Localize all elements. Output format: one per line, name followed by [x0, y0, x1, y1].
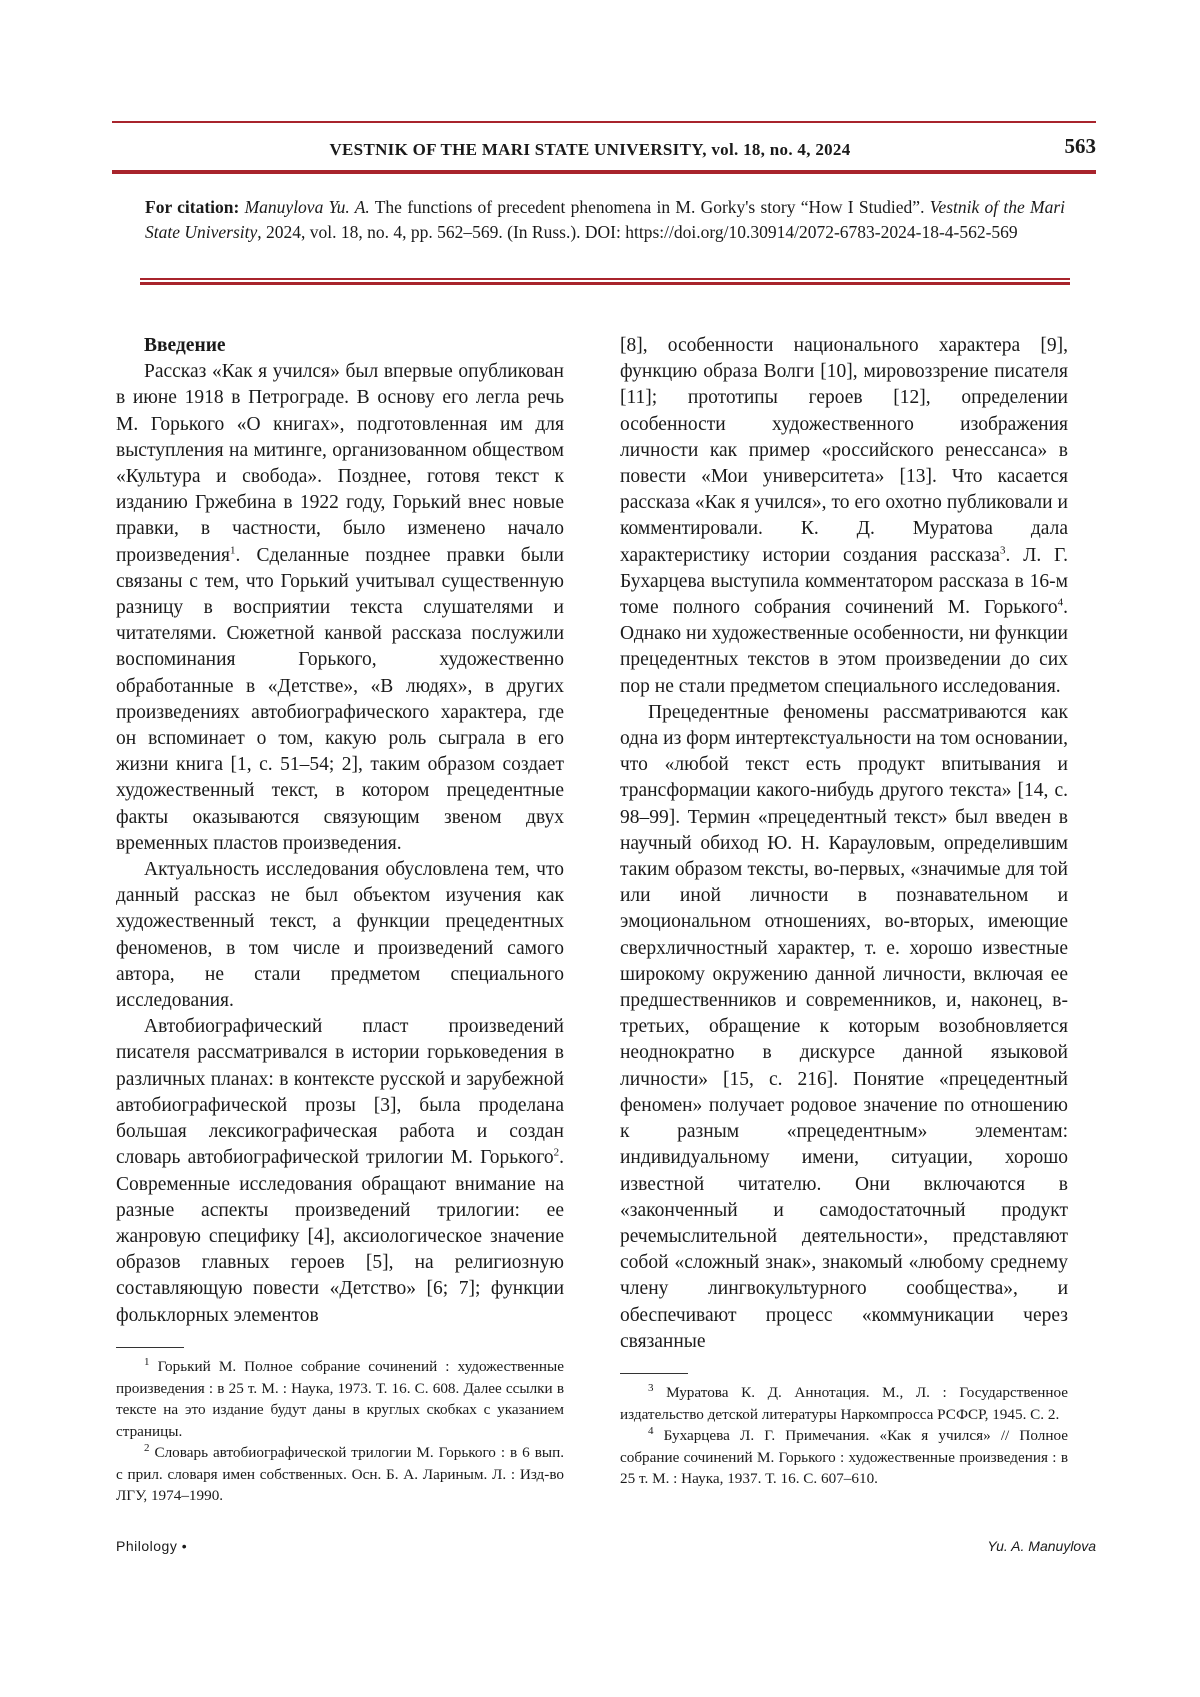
section-heading: Введение — [144, 335, 226, 356]
footnote-text: Горький М. Полное собрание сочинений : художественные произведения : в 25 т. М. : Наука, 1973. Т. 16. С. 608. Далее ссылки в тексте на это издание будут даны в круглых скобках с указанием страницы. — [116, 1358, 564, 1440]
citation-label: For citation: — [145, 197, 240, 217]
footer-author: Yu. A. Manuylova — [987, 1538, 1096, 1554]
paragraph-text: . Л. Г. Бухарцева выступила комментатором рассказа в 16-м томе полного собрания сочинений М. Горького — [620, 544, 1068, 619]
footer-section: Philology • — [116, 1538, 188, 1554]
footnote-3 — [620, 1382, 1068, 1425]
citation-rule-thick — [140, 282, 1070, 285]
paragraph-text: . Однако ни художественные особенности, ни функции прецедентных текстов в этом произведении до сих пор не стали предметом специального исследования. — [620, 597, 1068, 697]
paragraph-text: [8], особенности национального характера [9], функцию образа Волги [10], мировоззрение писателя [11]; прототипы героев [12], определении особенности художественного изображения личности как пример «российского ренессанса» в повести «Мои университета» [13]. Что касается рассказа «Как я учился», то его охотно публиковали и комментировали. К. Д. Муратова дала характеристику истории создания рассказа — [620, 335, 1068, 566]
citation-journal: Vestnik of the Mari State University — [145, 197, 1066, 242]
footnote-number: 2 — [144, 1441, 150, 1454]
paragraph-text: . Сделанные позднее правки были связаны с тем, что Горький учитывал существенную разницу в восприятии текста слушателями и читателями. Сюжетной канвой рассказа послужили воспоминания Горького, художественно обработанные в «Детстве», «В людях», в других произведениях автобиографического характера, где он вспоминает о том, какую роль сыграла в его жизни книга [1, с. 51–54; 2], таким образом создает художественный текст, в котором прецедентные факты оказываются связующим звеном двух временных пластов произведения. — [116, 544, 564, 854]
left-column — [116, 333, 564, 1329]
footnote-divider-left — [116, 1347, 184, 1348]
footnote-ref-1: 1 — [229, 544, 236, 557]
footnote-text: Словарь автобиографической трилогии М. Горького : в 6 вып. с прил. словаря имен собственных. Осн. Б. А. Лариным. Л. : Изд-во ЛГУ, 1974–1990. — [116, 1444, 564, 1504]
footnote-text: Муратова К. Д. Аннотация. М., Л. : Государственное издательство детской литературы Наркомпросса РСФСР, 1945. С. 2. — [620, 1384, 1068, 1423]
paragraph-autobiographical — [116, 1014, 564, 1328]
citation-author: Manuylova Yu. A. — [244, 197, 370, 217]
header-rule-bottom — [112, 170, 1096, 174]
footnotes-right — [620, 1382, 1068, 1490]
paragraph-text: Автобиографический пласт произведений писателя рассматривался в истории горьковедения в различных планах: в контексте русской и зарубежной автобиографической прозы [3], была проделана большая лексикографическая работа и создан словарь автобиографической трилогии М. Горького — [116, 1016, 564, 1169]
header-rule-top — [112, 121, 1096, 123]
footnote-1 — [116, 1356, 564, 1442]
right-column — [620, 333, 1068, 1355]
paragraph-precedent: Прецедентные феномены рассматриваются как одна из форм интертекстуальности на том основании, что «любой текст есть продукт впитывания и трансформации какого-нибудь другого текста» [14, с. 98–99]. Термин «прецедентный текст» был введен в научный обиход Ю. Н. Карауловым, определившим таким образом тексты, во-первых, «значимые для той или иной личности в познавательном и эмоциональном отношениях, во-вторых, имеющие сверхличностный характер, т. е. хорошо известные широкому окружению данной личности, включая ее предшественников и современников, и, наконец, в-третьих, обращение к которым возобновляется неоднократно в дискурсе данной языковой личности» [15, с. 216]. Понятие «прецедентный феномен» получает родовое значение по отношению к разным «прецедентным» элементам: индивидуальному имени, ситуации, хорошо известной читателю. Они включаются в «законченный и самодостаточный продукт речемыслительной деятельности», представляют собой «сложный знак», знакомый «любому среднему члену лингвокультурного сообщества», и обеспечивают процесс «коммуникации через связанные — [620, 701, 1068, 1352]
footnote-divider-right — [620, 1373, 688, 1374]
footnote-ref-4: 4 — [1057, 596, 1064, 609]
footnote-text: Бухарцева Л. Г. Примечания. «Как я учился» // Полное собрание сочинений М. Горького : художественные произведения : в 25 т. М. : Наука, 1937. Т. 16. С. 607–610. — [620, 1427, 1068, 1487]
citation-doi: https://doi.org/10.30914/2072-6783-2024-18-4-562-569 — [625, 222, 1018, 242]
citation-title: The functions of precedent phenomena in M. Gorky's story “How I Studied”. — [369, 197, 925, 217]
footnote-number: 3 — [648, 1381, 654, 1394]
paragraph-text: Рассказ «Как я учился» был впервые опубликован в июне 1918 в Петрограде. В основу его легла речь М. Горького «О книгах», подготовленная им для выступления на митинге, организованном обществом «Культура и свобода». Позднее, готовя текст к изданию Гржебина в 1922 году, Горький внес новые правки, в частности, было изменено начало произведения — [116, 361, 564, 566]
running-head: VESTNIK OF THE MARI STATE UNIVERSITY, vol. 18, no. 4, 2024 — [329, 140, 851, 159]
footnote-number: 4 — [648, 1424, 654, 1437]
paragraph-text: . Современные исследования обращают внимание на разные аспекты произведений трилогии: ее жанровую специфику [4], аксиологическое значение образов главных героев [5], на религиозную составляющую повести «Детство» [6; 7]; функции фольклорных элементов — [116, 1147, 564, 1326]
footnote-ref-2: 2 — [553, 1146, 560, 1159]
citation-details: , 2024, vol. 18, no. 4, pp. 562–569. (In Russ.). DOI: — [257, 222, 621, 242]
footnote-2 — [116, 1442, 564, 1507]
footnotes-left — [116, 1356, 564, 1507]
page-number: 563 — [1064, 134, 1096, 158]
footnote-ref-3: 3 — [999, 544, 1006, 557]
footnote-4 — [620, 1425, 1068, 1490]
paragraph-continued — [620, 333, 1068, 700]
citation-rule-thin — [140, 278, 1070, 280]
citation-block — [145, 195, 1065, 245]
footnote-number: 1 — [144, 1355, 150, 1368]
paragraph-intro — [116, 359, 564, 857]
paragraph-relevance: Актуальность исследования обусловлена тем, что данный рассказ не был объектом изучения как художественный текст, а функции прецедентных феноменов, в том числе и произведений самого автора, не стали предметом специального исследования. — [116, 859, 564, 1012]
